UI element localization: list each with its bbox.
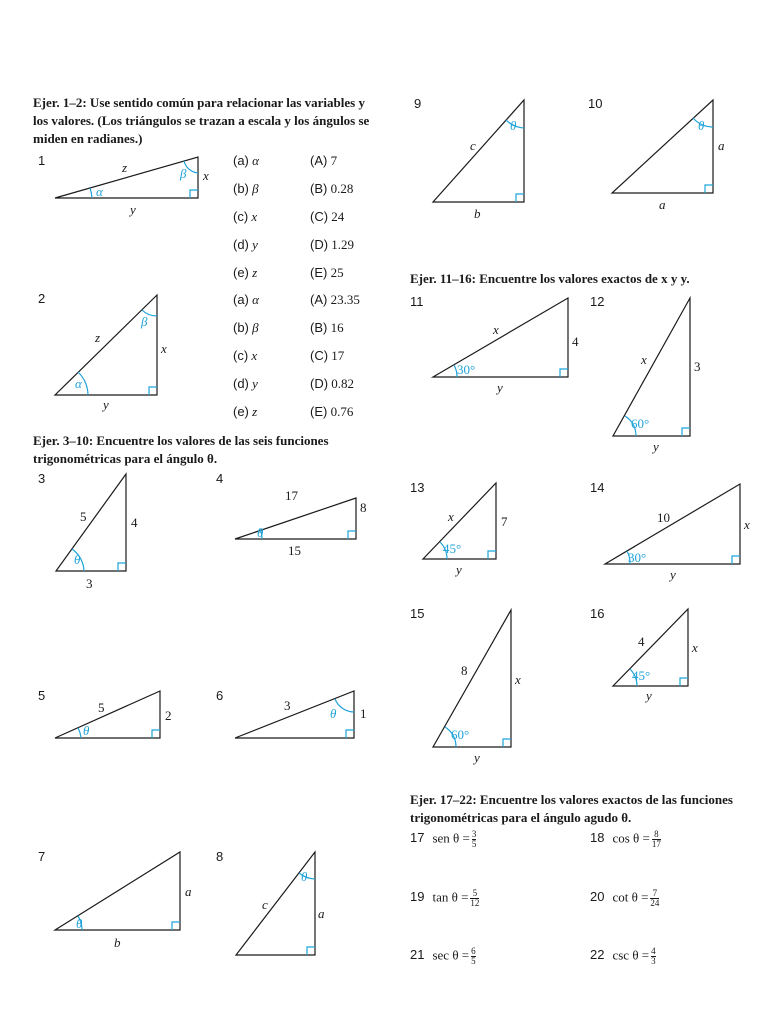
label-beta: β [180,166,187,181]
ex2-var-option: (d) y [233,376,258,391]
ex1-val-option: (B) 0.28 [310,181,354,196]
triangle-6 [235,691,367,738]
label-x: x [161,341,167,356]
label-hyp: 5 [98,700,105,715]
label-angle: 30° [628,550,647,565]
label-alpha: α [75,376,82,391]
exercise-number: 16 [590,606,605,621]
label-adj: y [456,562,462,577]
triangle-4 [235,488,367,558]
label-hyp: c [470,138,476,153]
triangle-3 [56,474,138,591]
label-hyp: c [262,897,268,912]
ex1-val-option: (A) 7 [310,153,338,168]
label-beta: β [141,314,148,329]
label-side: a [318,906,325,921]
label-hyp: x [493,322,499,337]
ex2-val-option: (D) 0.82 [310,376,355,391]
exercise-number: 15 [410,606,425,621]
ex2-val-option: (C) 17 [310,348,345,363]
ex1-val-option: (D) 1.29 [310,237,355,252]
label-hyp: 4 [638,634,645,649]
label-z: z [122,160,128,175]
label-y: y [130,202,136,217]
equation-21: 21 sec θ = $\frac{6}{5}$ [410,946,476,966]
ex2-var-option: (e) z [233,404,258,419]
label-theta: θ [76,916,83,931]
label-x: x [203,168,209,183]
triangle-2 [55,295,167,412]
exercise-number: 7 [38,849,46,864]
label-angle: 45° [632,668,651,683]
triangle-14 [605,484,750,582]
label-adj: y [670,567,676,582]
exercise-number: 9 [414,96,422,111]
label-opp: x [744,517,750,532]
label-z: z [95,330,101,345]
label-opp: 2 [165,708,172,723]
exercise-number: 10 [588,96,603,111]
exercise-number: 11 [410,294,424,309]
triangle-13 [423,483,508,577]
label-adj: 3 [86,576,93,591]
ex2-var-option: (a) α [233,292,259,307]
triangle-16 [613,609,698,703]
triangle-12 [613,298,701,454]
label-adj: y [646,688,652,703]
label-theta: θ [257,525,264,540]
label-opp: 7 [501,514,508,529]
header-ex-3-10: Ejer. 3–10: Encuentre los valores de las seis funciones trigonométricas para el ángulo θ. [33,433,329,466]
equation-22: 22 csc θ = $\frac{4}{3}$ [590,946,656,966]
exercise-number: 5 [38,688,46,703]
triangle-8 [236,852,325,955]
label-opp: 8 [360,500,367,515]
exercise-number: 4 [216,471,224,486]
ex2-val-option: (A) 23.35 [310,292,360,307]
ex2-val-option: (B) 16 [310,320,344,335]
label-hyp: 8 [461,663,468,678]
label-hyp: x [641,352,647,367]
label-hyp: x [448,509,454,524]
ex2-val-option: (E) 0.76 [310,404,354,419]
label-opp: 3 [694,359,701,374]
header-ex-1-2: Ejer. 1–2: Use sentido común para relacionar las variables y los valores. (Los triángulos se trazan a escala y los ángulos se miden en radianes.) [33,95,370,146]
ex1-val-option: (E) 25 [310,265,344,280]
label-opp: 1 [360,706,367,721]
label-opp: 4 [572,334,579,349]
exercise-number: 12 [590,294,605,309]
label-adj: y [497,380,503,395]
exercise-number: 3 [38,471,46,486]
label-adj: y [653,439,659,454]
ex1-var-option: (a) α [233,153,259,168]
label-hyp: 5 [80,509,87,524]
exercise-number: 6 [216,688,224,703]
label-hyp: 3 [284,698,291,713]
ex1-var-option: (b) β [233,181,259,196]
ex1-var-option: (c) x [233,209,258,224]
label-angle: 30° [457,362,476,377]
label-adj: b [114,935,121,950]
ex2-var-option: (b) β [233,320,259,335]
equation-19: 19 tan θ = $\frac{5}{12}$ [410,888,480,908]
label-theta: θ [330,706,337,721]
label-theta: θ [74,552,81,567]
header-ex-17-22: Ejer. 17–22: Encuentre los valores exactos de las funciones trigonométricas para el ángulo agudo θ. [410,792,733,825]
label-alpha: α [96,184,103,199]
label-opp: 4 [131,515,138,530]
exercise-number: 13 [410,480,425,495]
label-adj: y [474,750,480,765]
triangle-15 [433,610,521,765]
label-angle: 60° [451,727,470,742]
label-opp: x [692,640,698,655]
label-theta: θ [301,869,308,884]
triangle-11 [433,298,579,395]
label-hyp: 10 [657,510,670,525]
exercise-number: 8 [216,849,224,864]
label-theta: θ [83,723,90,738]
triangle-9 [433,100,524,221]
label-theta: θ [510,118,517,133]
label-angle: 60° [631,416,650,431]
triangle-1 [55,157,209,217]
label-adj: 15 [288,543,301,558]
label-base: b [474,206,481,221]
equation-17: 17 sen θ = $\frac{3}{5}$ [410,829,477,849]
label-angle: 45° [443,541,462,556]
header-ex-11-16: Ejer. 11–16: Encuentre los valores exactos de x y y. [410,271,690,286]
ex1-var-option: (d) y [233,237,258,252]
label-hyp: 17 [285,488,298,503]
exercise-number: 1 [38,153,46,168]
exercise-number: 2 [38,291,46,306]
label-y: y [103,397,109,412]
triangle-7 [55,852,192,950]
triangle-5 [55,691,172,738]
equation-20: 20 cot θ = $\frac{7}{24}$ [590,888,660,908]
equation-18: 18 cos θ = $\frac{8}{17}$ [590,829,661,849]
ex2-var-option: (c) x [233,348,258,363]
label-opp: a [185,884,192,899]
ex1-val-option: (C) 24 [310,209,345,224]
triangle-10 [612,100,725,212]
ex1-var-option: (e) z [233,265,258,280]
label-base: a [659,197,666,212]
exercise-number: 14 [590,480,605,495]
label-side: a [718,138,725,153]
label-opp: x [515,672,521,687]
label-theta: θ [698,118,705,133]
